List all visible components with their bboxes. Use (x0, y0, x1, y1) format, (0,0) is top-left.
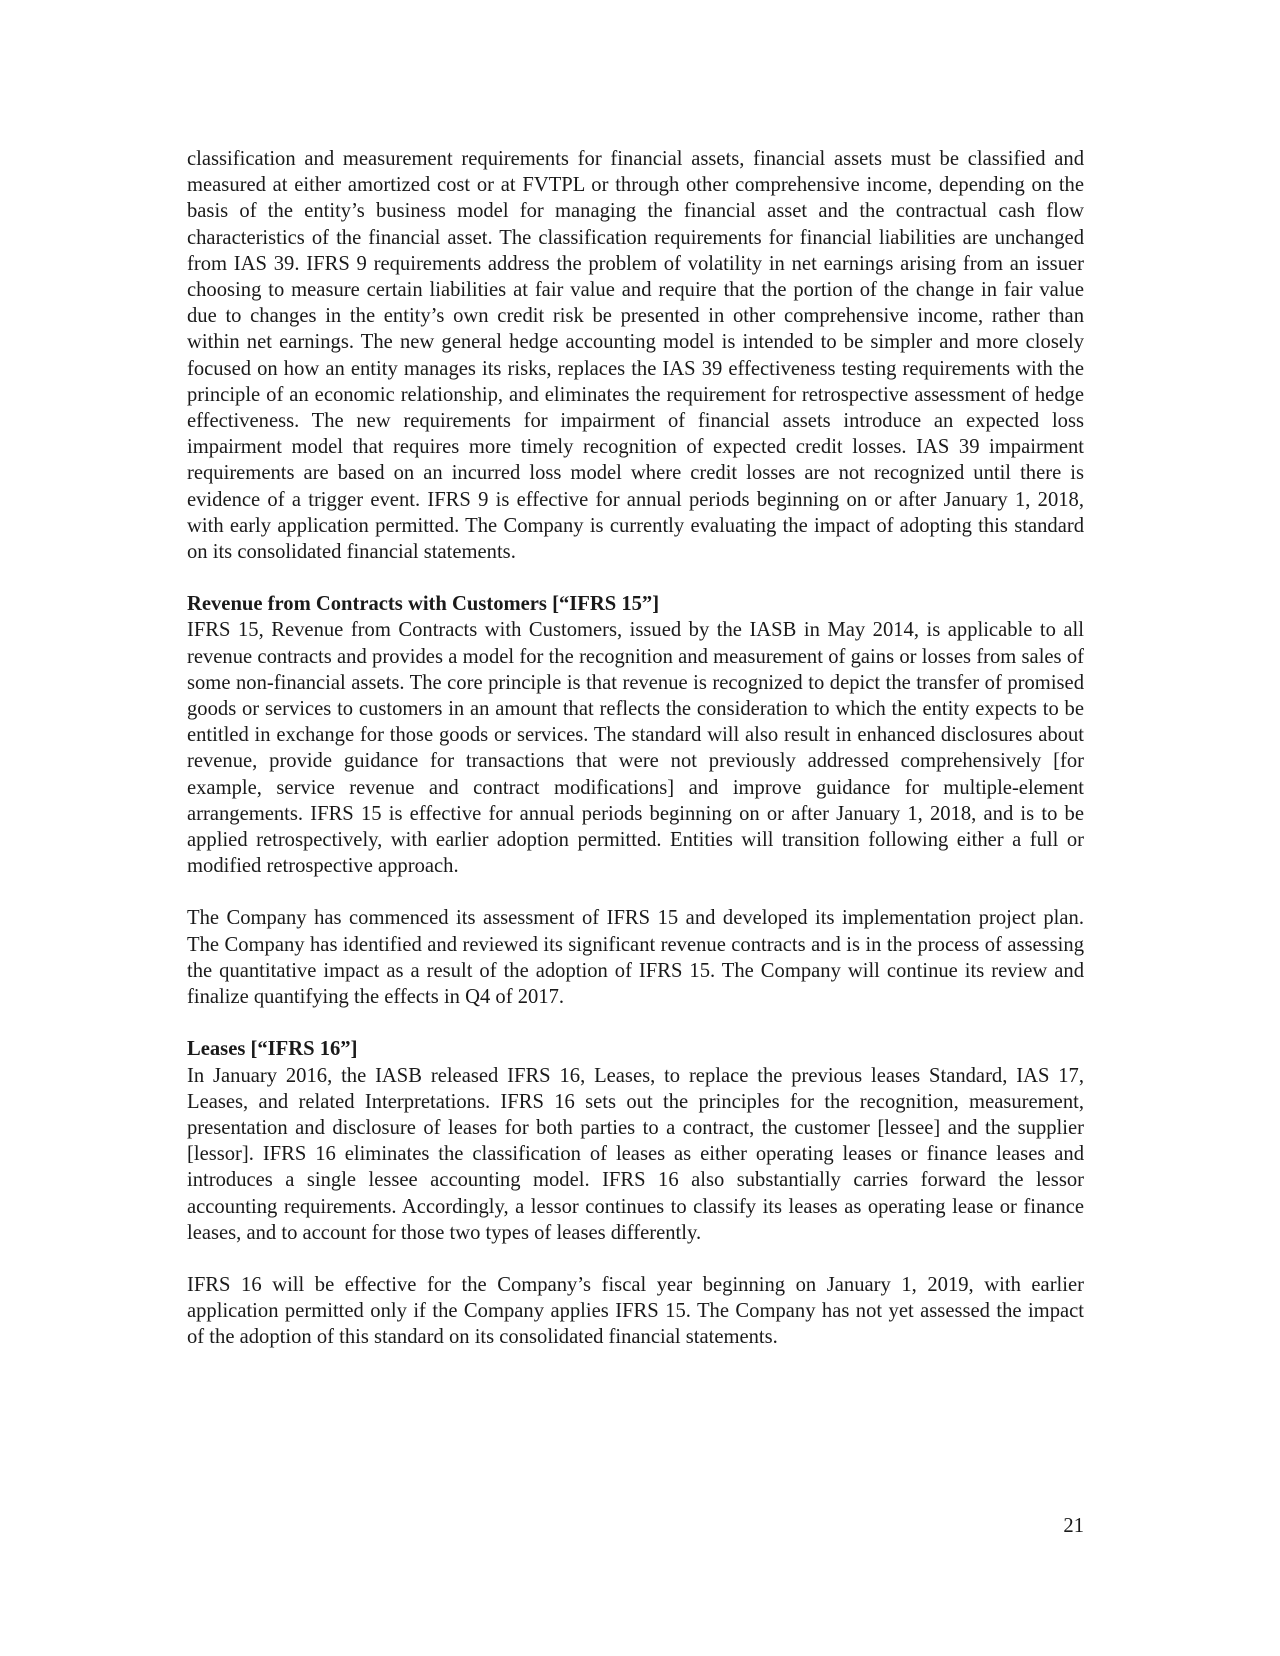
ifrs15-assessment-paragraph: The Company has commenced its assessment of IFRS 15 and developed its implementation project plan. The Company has identified and reviewed its significant revenue contracts and is in the process of assessing the quantitative impact as a result of the adoption of IFRS 15. The Company will continue its review and finalize quantifying the effects in Q4 of 2017. (187, 907, 1084, 1009)
ifrs16-effective-date-paragraph: IFRS 16 will be effective for the Company’s fiscal year beginning on January 1, 2019, with earlier application permitted only if the Company applies IFRS 15. The Company has not yet assessed the impact of the adoption of this standard on its consolidated financial statements. (187, 1273, 1084, 1349)
paragraph-spacer (187, 565, 1084, 591)
paragraph-spacer (187, 1246, 1084, 1272)
paragraph-spacer (187, 879, 1084, 905)
ifrs15-description-paragraph: IFRS 15, Revenue from Contracts with Customers, issued by the IASB in May 2014, is applicable to all revenue contracts and provides a model for the recognition and measurement of gains or losses from sales of some non-financial assets. The core principle is that revenue is recognized to depict the transfer of promised goods or services to customers in an amount that reflects the consideration to which the entity expects to be entitled in exchange for those goods or services. The standard will also result in enhanced disclosures about revenue, provide guidance for transactions that were not previously addressed comprehensively [for example, service revenue and contract modifications] and improve guidance for multiple-element arrangements. IFRS 15 is effective for annual periods beginning on or after January 1, 2018, and is to be applied retrospectively, with earlier adoption permitted. Entities will transition following either a full or modified retrospective approach. (187, 619, 1084, 878)
ifrs9-continued-paragraph: classification and measurement requirements for financial assets, financial assets must be classified and measured at either amortized cost or at FVTPL or through other comprehensive income, depending on the basis of the entity’s business model for managing the financial asset and the contractual cash flow characteristics of the financial asset. The classification requirements for financial liabilities are unchanged from IAS 39. IFRS 9 requirements address the problem of volatility in net earnings arising from an issuer choosing to measure certain liabilities at fair value and require that the portion of the change in fair value due to changes in the entity’s own credit risk be presented in other comprehensive income, rather than within net earnings. The new general hedge accounting model is intended to be simpler and more closely focused on how an entity manages its risks, replaces the IAS 39 effectiveness testing requirements with the principle of an economic relationship, and eliminates the requirement for retrospective assessment of hedge effectiveness. The new requirements for impairment of financial assets introduce an expected loss impairment model that requires more timely recognition of expected credit losses. IAS 39 impairment requirements are based on an incurred loss model where credit losses are not recognized until there is evidence of a trigger event. IFRS 9 is effective for annual periods beginning on or after January 1, 2018, with early application permitted. The Company is currently evaluating the impact of adopting this standard on its consolidated financial statements. (187, 148, 1084, 564)
document-page (187, 146, 1084, 1351)
ifrs16-description-paragraph: In January 2016, the IASB released IFRS 16, Leases, to replace the previous leases Standard, IAS 17, Leases, and related Interpretations. IFRS 16 sets out the principles for the recognition, measurement, presentation and disclosure of leases for both parties to a contract, the customer [lessee] and the supplier [lessor]. IFRS 16 eliminates the classification of leases as either operating leases or finance leases and introduces a single lessee accounting model. IFRS 16 also substantially carries forward the lessor accounting requirements. Accordingly, a lessor continues to classify its leases as operating lease or finance leases, and to account for those two types of leases differently. (187, 1064, 1084, 1244)
ifrs16-heading: Leases [“IFRS 16”] (187, 1038, 358, 1061)
page-number: 21 (1063, 1515, 1084, 1537)
paragraph-spacer (187, 1010, 1084, 1036)
ifrs15-heading: Revenue from Contracts with Customers [“IFRS 15”] (187, 593, 660, 616)
